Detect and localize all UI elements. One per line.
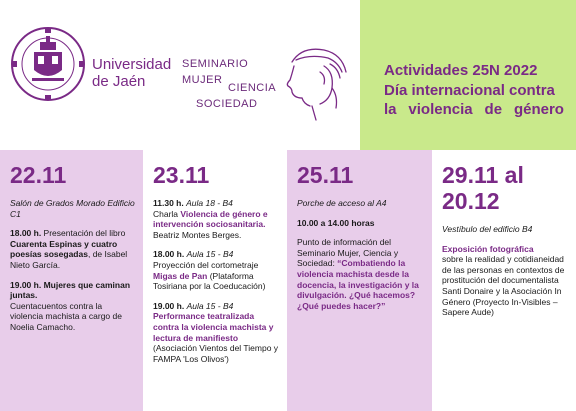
event-text-tail: (Asociación Vientos del Tiempo y FAMPA 'Los Olivos') xyxy=(153,343,279,364)
event-item xyxy=(10,228,135,270)
column-location: Salón de Grados Morado Edificio C1 xyxy=(10,198,135,219)
seminar-word-ciencia: CIENCIA xyxy=(228,82,277,94)
event-time: 19.00 h. xyxy=(10,279,42,290)
title-line-3 xyxy=(384,100,564,120)
event-title xyxy=(384,61,564,120)
event-text: Charla xyxy=(153,208,181,219)
event-text: Presentación del libro xyxy=(41,228,126,239)
event-title-bold: Performance teatralizada contra la violencia machista y lectura de manifiesto xyxy=(153,311,274,343)
event-location: Aula 15 - B4 xyxy=(186,249,234,260)
event-time: 11.30 h. xyxy=(153,198,184,208)
title-line-3-word-3: de xyxy=(484,101,503,118)
column-location: Porche de acceso al A4 xyxy=(297,198,387,208)
event-title-bold: Cuarenta Espinas y cuatro poesías sosegadas xyxy=(10,238,118,260)
event-text-tail: , de Isabel Nieto García. xyxy=(10,249,128,270)
university-seal-icon xyxy=(10,26,86,102)
event-item xyxy=(153,249,279,291)
day-column-22-11 xyxy=(0,150,143,411)
event-item xyxy=(10,280,135,333)
column-date: 25.11 xyxy=(297,162,354,188)
column-date-line2: 20.12 xyxy=(442,188,500,214)
woman-profile-icon xyxy=(272,44,354,124)
university-name-line1: Universidad xyxy=(92,56,172,73)
event-text-tail: Cuentacuentos contra la violencia machista a cargo de Noelia Camacho. xyxy=(10,300,122,332)
column-date-line1: 29.11 al xyxy=(442,162,524,188)
column-date: 23.11 xyxy=(153,162,210,188)
column-location: Vestíbulo del edificio B4 xyxy=(442,224,533,234)
day-column-29-11-20-12 xyxy=(432,150,576,411)
day-column-25-11 xyxy=(287,150,432,411)
event-title-bold: “Combatiendo la violencia machista desde la docencia, la investigación y la divulgación. ¿Qué hacemos? ¿Qué puedes hacer?” xyxy=(297,258,419,311)
event-location: Aula 18 - B4 xyxy=(186,198,233,208)
university-logo xyxy=(10,26,170,106)
column-date: 22.11 xyxy=(10,162,67,188)
header-left-panel xyxy=(0,0,360,150)
event-time: 19.00 h. xyxy=(153,300,185,311)
event-title-bold: Exposición fotográfica xyxy=(442,243,534,254)
title-line-3-word-4: género xyxy=(513,101,564,118)
event-text-tail: (Plataforma Tosiriana por la Coeducación) xyxy=(153,270,266,292)
seminar-word-sociedad: SOCIEDAD xyxy=(196,98,258,110)
event-time: 18.00 h. xyxy=(10,228,42,239)
title-line-1: Actividades 25N 2022 xyxy=(384,62,538,79)
seminar-word-mujer: MUJER xyxy=(182,74,223,86)
event-text: Proyección del cortometraje xyxy=(153,259,259,270)
event-text: Punto de información del Seminario Mujer, Ciencia y Sociedad: xyxy=(297,237,399,269)
event-location: Aula 15 - B4 xyxy=(186,300,234,311)
title-line-3-word-2: violencia xyxy=(408,101,473,118)
event-item xyxy=(297,237,424,311)
event-title-bold: Migas de Pan xyxy=(153,270,208,281)
event-item xyxy=(442,244,568,318)
event-item xyxy=(153,198,279,240)
title-line-2: Día internacional contra xyxy=(384,81,555,99)
event-title-bold: Violencia de género e intervención sociosanitaria. xyxy=(153,208,268,230)
university-name-line2: de Jaén xyxy=(92,73,146,90)
event-time: 10.00 a 14.00 horas xyxy=(297,217,375,228)
seminar-word-seminario: SEMINARIO xyxy=(182,58,249,70)
event-item xyxy=(153,301,279,365)
university-name xyxy=(92,56,171,90)
event-text: sobre la realidad y cotidianeidad de las personas en contextos de prostitución del documentalista Santi Donaire y la Asociación In Género (Proyecto In-Visibles – Sapere Aude) xyxy=(442,254,565,318)
title-line-3-word-1: la xyxy=(384,101,397,118)
day-column-23-11 xyxy=(143,150,287,411)
event-title-bold: Mujeres que caminan juntas. xyxy=(10,279,131,301)
event-text-tail: Beatriz Montes Berges. xyxy=(153,229,242,240)
event-time: 18.00 h. xyxy=(153,249,185,260)
seminar-logo xyxy=(176,44,356,124)
